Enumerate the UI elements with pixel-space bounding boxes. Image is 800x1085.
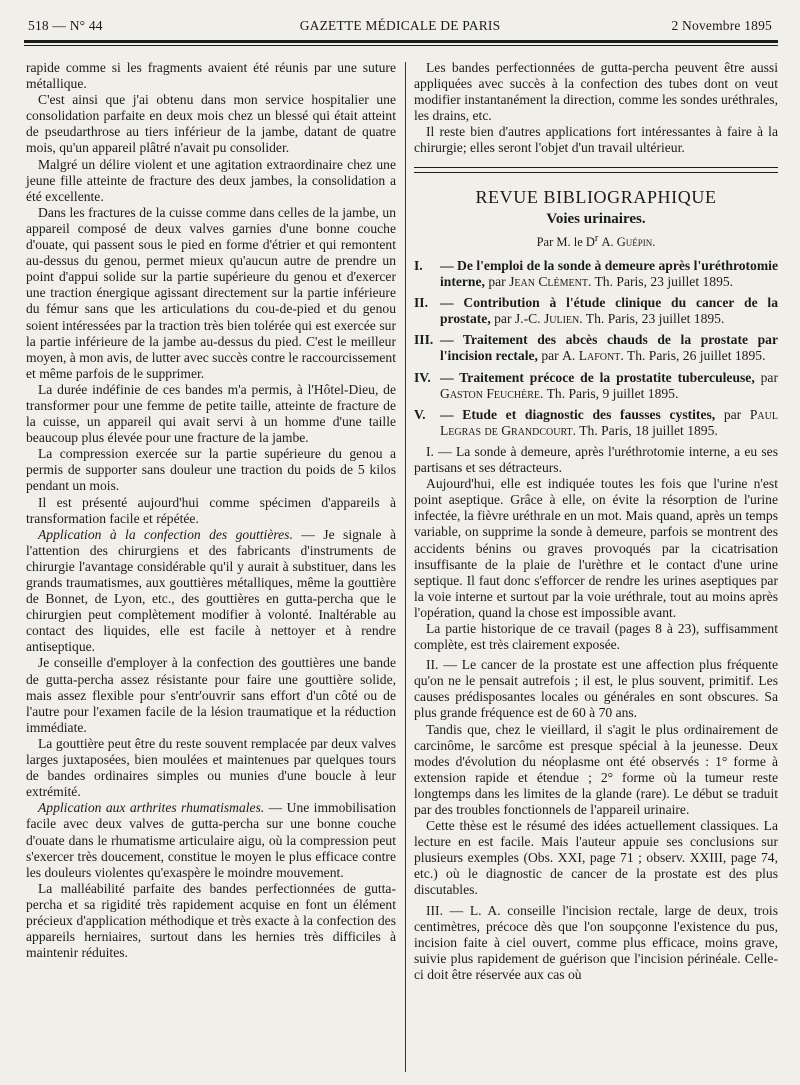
right-column [414, 60, 778, 983]
author-name: A. Guépin. [601, 234, 656, 249]
entry-rest: . Th. Paris, 18 juillet 1895. [572, 422, 718, 438]
left-paragraph [26, 92, 396, 156]
review-body [414, 444, 778, 983]
revue-title: REVUE BIBLIOGRAPHIQUE [475, 186, 717, 207]
page-number: 518 — N° 44 [28, 18, 103, 33]
author-prefix: Par M. le D [536, 234, 595, 249]
entry-body: — De l'emploi de la sonde à demeure après l'uréthrotomie interne, par Jean Clément. Th. Paris, 23 juillet 1895. [440, 258, 778, 290]
paragraph-text: La gouttière peut être du reste souvent remplacée par deux valves larges juxtaposées, bien moulées et maintenues par quelques tours de bandes ordinaires simples ou munies d'une boucle à leur extrémité. [26, 735, 396, 800]
journal-title: GAZETTE MÉDICALE DE PARIS [299, 18, 501, 33]
left-paragraph [26, 800, 396, 880]
left-paragraph [26, 495, 396, 527]
review-paragraph: I. — La sonde à demeure, après l'uréthrotomie interne, a eu ses partisans et ses détracteurs. [414, 443, 778, 476]
section-title: Voies urinaires. [546, 210, 646, 227]
left-paragraph [26, 382, 396, 446]
section-divider [414, 167, 778, 173]
right-top-paragraph: Il reste bien d'autres applications fort intéressantes à faire à la chirurgie; elles seront l'objet d'un travail ultérieur. [414, 124, 778, 156]
review-paragraph: II. — Le cancer de la prostate est une affection plus fréquente qu'on ne le pensait autrefois ; il est, le plus souvent, primitif. Les causes prédisposantes locales ou générales en sont obscures. Sa plus grande fréquence est de 60 à 70 ans. [414, 657, 778, 721]
left-paragraph [26, 736, 396, 800]
paragraph-text: — Une immobilisation facile avec deux valves de gutta-percha sur une bonne couche d'ouate dans le rhumatisme articulaire aigu, où la compression peut s'exercer très doucement, constitue le moyen le plus efficace contre les douleurs violentes qu'exaspère le moindre mouvement. [26, 800, 396, 880]
entry-title: — De l'emploi de la sonde à demeure après l'uréthrotomie interne, [440, 258, 778, 290]
entry-body: — Etude et diagnostic des fausses cystites, par Paul Legras de Grandcourt. Th. Paris, 18 juillet 1895. [440, 406, 778, 438]
entry-title: — Etude et diagnostic des fausses cystites, [440, 406, 716, 422]
entry-rest: . Th. Paris, 23 juillet 1895. [587, 274, 734, 290]
left-column [26, 60, 396, 961]
review-paragraph: Tandis que, chez le vieillard, il s'agit le plus ordinairement de carcinôme, le sarcôme est presque spécial à la jeunesse. Deux modes d'évolution du néoplasme ont été observés : 1° forme à extension rapide et étendue ; 2° forme où la tumeur reste longtemps dans les limites de la glande (rare). Le début se traduit par des troubles fonctionnels de l'appareil urinaire. [414, 721, 778, 817]
header-rule-thin [24, 45, 778, 46]
entry-author: J.-C. Julien [514, 311, 580, 327]
review-paragraph: La partie historique de ce travail (pages 8 à 23), suffisamment complète, est très clairement exposée. [414, 620, 778, 653]
entry-body: — Traitement précoce de la prostatite tuberculeuse, par Gaston Feuchère. Th. Paris, 9 juillet 1895. [440, 369, 778, 401]
entry-number: IV. [414, 369, 431, 385]
paragraph-text: C'est ainsi que j'ai obtenu dans mon service hospitalier une consolidation parfaite en deux mois chez un blessé qui était atteint de pseudarthrose au tiers inférieur de la jambe, datant de quatre mois, qu'un appareil plâtré n'avait pu consolider. [26, 92, 396, 156]
entry-title: — Traitement précoce de la prostatite tuberculeuse, [440, 369, 755, 385]
column-separator [405, 62, 406, 1072]
review-paragraph: Cette thèse est le résumé des idées actuellement classiques. La lecture en est facile. Mais l'auteur appuie ses conclusions sur plusieurs exemples (Obs. XXI, page 71 ; observ. XXIII, page 74, etc.) où le diagnostic de cancer de la prostate est des plus discutables. [414, 818, 778, 898]
entry-body: — Contribution à l'étude clinique du cancer de la prostate, par J.-C. Julien. Th. Paris, 23 juillet 1895. [440, 295, 778, 327]
bibliography-entry [414, 370, 778, 402]
paragraph-text: La compression exercée sur la partie supérieure du genou a permis de supporter sans douleur une traction du poids de 5 kilos pendant un mois. [26, 446, 396, 494]
issue-date: 2 Novembre 1895 [671, 18, 772, 33]
bibliography-entry [414, 295, 778, 327]
left-paragraph [26, 881, 396, 961]
left-paragraph [26, 205, 396, 382]
review-paragraph: Aujourd'hui, elle est indiquée toutes les fois que l'urine n'est point aseptique. Grâce à elle, on évite la résorption de l'urine infectée, la fièvre uréthrale en un mot. Mais quand, après un temps variable, on supprime la sonde à demeure, parfois se montrent des accidents bénins ou graves provoqués par la cicatrisation insuffisante de la plaie de l'urèthre et le contact d'une urine septique. Il faut donc s'efforcer de rendre les urines aseptiques par la voie interne et surtout par la voie uréthrale, tout au moins après l'opération, quand la chose est impossible avant. [414, 476, 778, 620]
bibliography-entry [414, 407, 778, 439]
left-paragraph [26, 446, 396, 494]
right-top-paragraph: Les bandes perfectionnées de gutta-percha peuvent être aussi appliquées avec succès à la confection des tubes dont on veut modifier instantanément la direction, comme les sondes uréthrales, les drains, etc. [414, 60, 778, 124]
paragraph-text: — Je signale à l'attention des chirurgiens et des fabricants d'instruments de chirurgie l'avantage considérable qu'il y aurait à substituer, dans les grands traumatismes, aux gouttières métalliques, même la gouttière de Bonnet, de Lyon, etc., des gouttières en gutta-percha que le chirurgien peut complètement modifier à volonté. Inaltérable au contact des liquides, elle est facile à nettoyer et à rendre antiseptique. [26, 526, 396, 655]
bibliography-entry [414, 332, 778, 364]
paragraph-text: Il est présenté aujourd'hui comme spécimen d'appareils à transformation facile et répétée. [26, 494, 396, 526]
paragraph-text: La durée indéfinie de ces bandes m'a permis, à l'Hôtel-Dieu, de transformer pour une femme de petite taille, atteinte de fracture de la cuisse, un appareil qui avait servi à un homme d'une taille beaucoup plus élevée pour une fracture de la jambe. [26, 381, 396, 446]
left-paragraph [26, 60, 396, 92]
paragraph-lead: Application aux arthrites rhumatismales. [38, 800, 265, 816]
left-paragraph [26, 655, 396, 735]
entry-title: — Contribution à l'étude clinique du cancer de la prostate, [440, 295, 778, 327]
left-paragraph [26, 157, 396, 205]
review-paragraph: III. — L. A. conseille l'incision rectale, large de deux, trois centimètres, précoce dès que l'on soupçonne l'existence du pus, incision faite à ciel ouvert, comme plus efficace, moins grave, suivie plus rapidement de guérison que l'incision périnéale. Celle-ci doit être réservée aux cas où [414, 902, 778, 982]
entry-number: III. [414, 332, 434, 348]
paragraph-text: Je conseille d'employer à la confection des gouttières une bande de gutta-percha assez résistante pour faire une gouttière solide, mais assez flexible pour s'entr'ouvrir sans effort d'un côté ou de l'autre pour l'examen facile de la lésion traumatique et la réduction immédiate. [26, 655, 396, 735]
paragraph-text: rapide comme si les fragments avaient été réunis par une suture métallique. [26, 60, 396, 92]
entry-author: A. Lafont [562, 348, 621, 364]
entry-number: II. [414, 295, 428, 311]
entry-number: I. [414, 258, 423, 273]
paragraph-text: La malléabilité parfaite des bandes perfectionnées de gutta-percha et sa rigidité très rapidement acquise en font un élément précieux d'application méthodique et très exacte à la confection des appareils herniaires, surtout dans les hernies très difficiles à maintenir réduites. [26, 880, 396, 961]
entry-author: Gaston Feuchère [440, 385, 541, 401]
bibliography-list [414, 258, 778, 439]
author-sup: r [594, 232, 599, 244]
bibliography-entry [414, 258, 778, 290]
right-top-text [414, 60, 778, 157]
header-rule-thick [24, 40, 778, 43]
entry-author: Paul Legras de Grandcourt [440, 406, 778, 438]
entry-rest: . Th. Paris, 9 juillet 1895. [540, 385, 679, 401]
entry-author: Jean Clément [509, 274, 588, 290]
paragraph-text: Malgré un délire violent et une agitation extraordinaire chez une jeune fille atteinte de fracture des deux jambes, la consolidation a été excellente. [26, 156, 396, 204]
left-paragraph [26, 527, 396, 656]
entry-body: — Traitement des abcès chauds de la prostate par l'incision rectale, par A. Lafont. Th. Paris, 26 juillet 1895. [440, 332, 778, 364]
paragraph-lead: Application à la confection des gouttières. [38, 526, 293, 542]
paragraph-text: Dans les fractures de la cuisse comme dans celles de la jambe, un appareil composé de deux valves garnies d'une bonne couche d'ouate, qui passent sous le pied en forme d'étrier et qui remontent au-dessus du genou, permet mieux qu'aucun autre de prendre un point d'appui solide sur la partie supérieure du genou et d'exercer une traction énergique agissant directement sur la partie inférieure du fémur sans que les articulations du cou-de-pied et du genou soient intéressées par la traction très bien tolérée qui est exercée sur la partie inférieure de la jambe au-dessus du pied. C'est le meilleur moyen, à mon avis, de lutter avec succès contre le raccourcissement et même parfois de le supprimer. [26, 204, 396, 381]
review-author [414, 231, 778, 250]
entry-number: V. [414, 406, 426, 422]
page-header [28, 14, 772, 36]
entry-rest: . Th. Paris, 23 juillet 1895. [579, 311, 725, 327]
entry-title: — Traitement des abcès chauds de la prostate par l'incision rectale, [440, 332, 778, 364]
entry-rest: . Th. Paris, 26 juillet 1895. [620, 348, 766, 364]
